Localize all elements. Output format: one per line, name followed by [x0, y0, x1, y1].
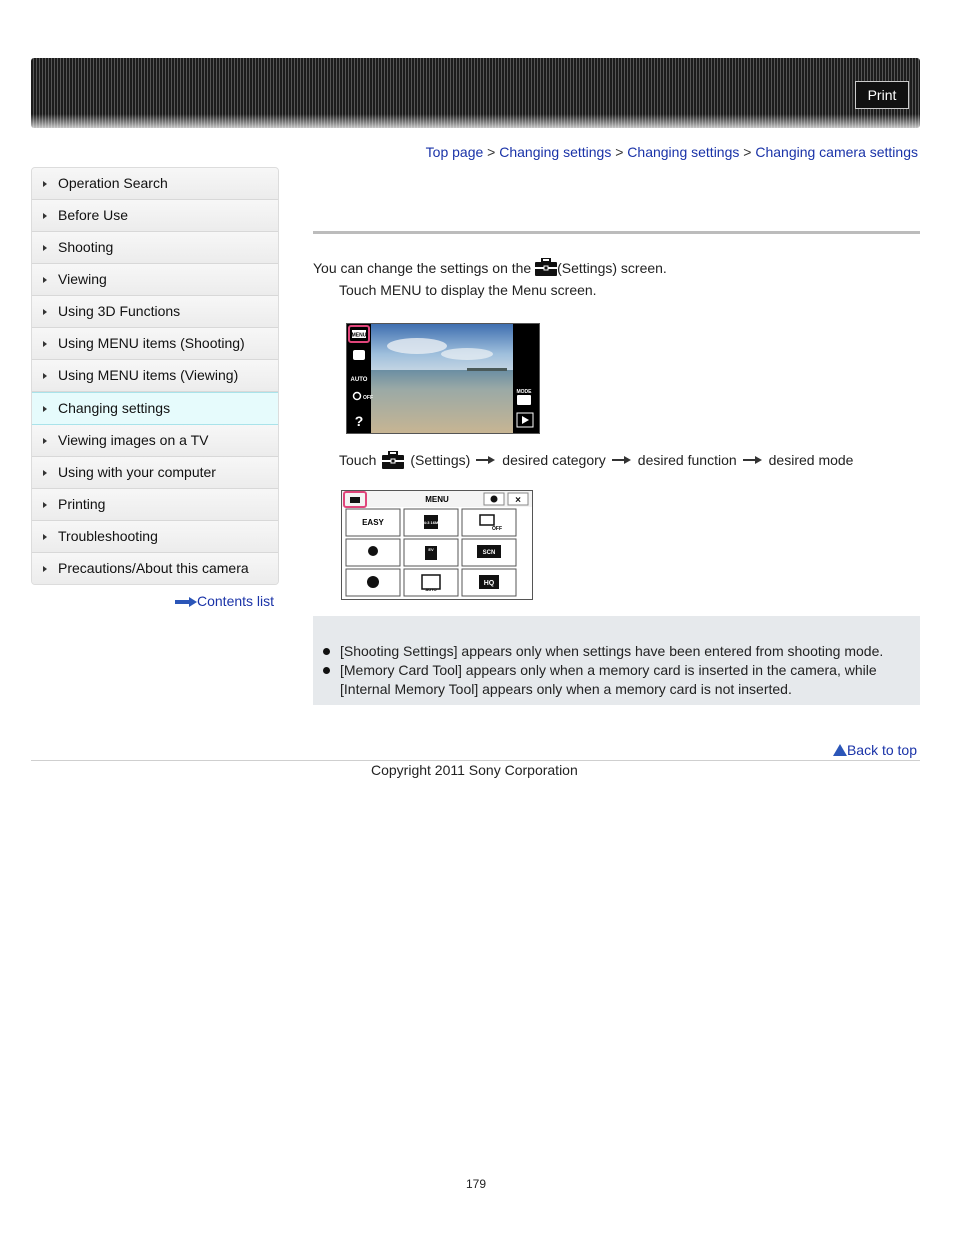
sidebar-item-label: Shooting: [58, 239, 114, 255]
step-2-text: [339, 451, 853, 469]
arrow-right-icon: [43, 406, 47, 412]
arrow-right-icon: [43, 213, 47, 219]
breadcrumb-changing-settings-1[interactable]: Changing settings: [499, 144, 612, 160]
sidebar-item-label: Using MENU items (Shooting): [58, 335, 245, 351]
sidebar-item-troubleshooting[interactable]: [32, 521, 278, 553]
arrow-right-icon: [43, 502, 47, 508]
camera-screen-illustration: [347, 324, 539, 433]
menu-cell-off: OFF: [492, 526, 502, 532]
sidebar-item-shooting[interactable]: [32, 232, 278, 264]
notes-list: [321, 642, 901, 699]
sidebar-item-before-use[interactable]: [32, 200, 278, 232]
sidebar-item-viewing-tv[interactable]: [32, 425, 278, 457]
sidebar-item-label: Using MENU items (Viewing): [58, 367, 239, 383]
menu-cell-auto: AUTO: [425, 587, 437, 592]
menu-cell-easy: EASY: [362, 518, 384, 527]
sidebar-item-changing-settings[interactable]: [32, 392, 278, 425]
svg-text:×: ×: [515, 495, 521, 506]
breadcrumb: [426, 144, 918, 160]
note-item: [Shooting Settings] appears only when settings have been entered from shooting mode.: [321, 642, 901, 661]
arrow-right-icon: [43, 470, 47, 476]
arrow-right-icon: [43, 277, 47, 283]
intro-after: (Settings) screen.: [557, 260, 667, 276]
sidebar-item-computer[interactable]: [32, 457, 278, 489]
footer-divider: [31, 760, 920, 761]
step2-category: desired category: [502, 452, 606, 468]
step-1-text: Touch MENU to display the Menu screen.: [339, 282, 597, 298]
contents-list-link[interactable]: [175, 593, 274, 609]
screen1-menu-tag: MENU: [351, 332, 367, 339]
menu-screen-illustration: [342, 491, 532, 599]
toolbox-icon: [382, 451, 404, 469]
camera-shooting-screen: [346, 323, 540, 434]
sidebar-item-label: Changing settings: [58, 400, 171, 416]
arrow-right-icon: [175, 597, 197, 607]
sidebar-item-label: Viewing images on a TV: [58, 432, 209, 448]
header-banner: [31, 58, 920, 128]
sidebar-item-viewing[interactable]: [32, 264, 278, 296]
intro-text: [313, 258, 667, 276]
step2-touch: Touch: [339, 452, 377, 468]
camera-menu-screen: [341, 490, 533, 600]
sidebar-item-label: Printing: [58, 496, 106, 512]
menu-cell-ev: EV: [428, 547, 434, 552]
page-number: 179: [466, 1177, 487, 1191]
arrow-right-icon: [43, 309, 47, 315]
breadcrumb-changing-camera-settings[interactable]: Changing camera settings: [755, 144, 918, 160]
breadcrumb-separator: >: [739, 144, 756, 160]
step2-mode: desired mode: [768, 452, 854, 468]
arrow-right-icon: [743, 455, 763, 465]
menu-cell-scn: SCN: [482, 550, 496, 556]
arrow-right-icon: [476, 455, 496, 465]
step2-function: desired function: [637, 452, 737, 468]
menu-cell-hq: HQ: [483, 580, 495, 587]
arrow-right-icon: [43, 566, 47, 572]
screen1-off-tag: OFF: [363, 395, 373, 401]
print-button[interactable]: Print: [855, 81, 909, 109]
sidebar-item-label: Before Use: [58, 207, 129, 223]
sidebar-item-label: Using with your computer: [58, 464, 216, 480]
copyright-text: Copyright 2011 Sony Corporation: [371, 762, 578, 778]
screen2-title: MENU: [425, 495, 449, 504]
screen1-mode-tag: MODE: [516, 389, 532, 395]
note-item: [Memory Card Tool] appears only when a memory card is inserted in the camera, while [Internal Memory Tool] appears only when a memory card is not inserted.: [321, 661, 901, 699]
arrow-right-icon: [43, 534, 47, 540]
screen1-help: ?: [354, 413, 364, 429]
sidebar-item-printing[interactable]: [32, 489, 278, 521]
arrow-right-icon: [612, 455, 632, 465]
sidebar-nav: [31, 167, 279, 585]
breadcrumb-changing-settings-2[interactable]: Changing settings: [627, 144, 740, 160]
menu-cell-size: 4:3 16M: [423, 520, 439, 525]
contents-list-label: Contents list: [197, 593, 275, 609]
back-to-top-link[interactable]: [833, 742, 917, 758]
notes-box: [313, 616, 920, 705]
sidebar-item-label: Troubleshooting: [58, 528, 158, 544]
sidebar-item-precautions[interactable]: [32, 553, 278, 584]
step2-settings: (Settings): [410, 452, 471, 468]
arrow-right-icon: [43, 373, 47, 379]
sidebar-item-label: Precautions/About this camera: [58, 560, 249, 576]
title-divider: [313, 231, 920, 234]
toolbox-icon: [535, 258, 557, 276]
sidebar-item-3d-functions[interactable]: [32, 296, 278, 328]
arrow-right-icon: [43, 245, 47, 251]
sidebar-item-menu-shooting[interactable]: [32, 328, 278, 360]
triangle-up-icon: [833, 744, 847, 756]
sidebar-item-label: Viewing: [58, 271, 107, 287]
arrow-right-icon: [43, 438, 47, 444]
breadcrumb-separator: >: [483, 144, 500, 160]
sidebar-item-operation-search[interactable]: [32, 168, 278, 200]
breadcrumb-top-page[interactable]: Top page: [425, 144, 484, 160]
back-to-top-label: Back to top: [846, 742, 917, 758]
screen1-auto-tag: AUTO: [350, 377, 368, 383]
sidebar-item-label: Using 3D Functions: [58, 303, 181, 319]
breadcrumb-separator: >: [611, 144, 628, 160]
sidebar-item-label: Operation Search: [58, 175, 168, 191]
arrow-right-icon: [43, 341, 47, 347]
intro-before: You can change the settings on the: [313, 260, 536, 276]
arrow-right-icon: [43, 181, 47, 187]
sidebar-item-menu-viewing[interactable]: [32, 360, 278, 392]
